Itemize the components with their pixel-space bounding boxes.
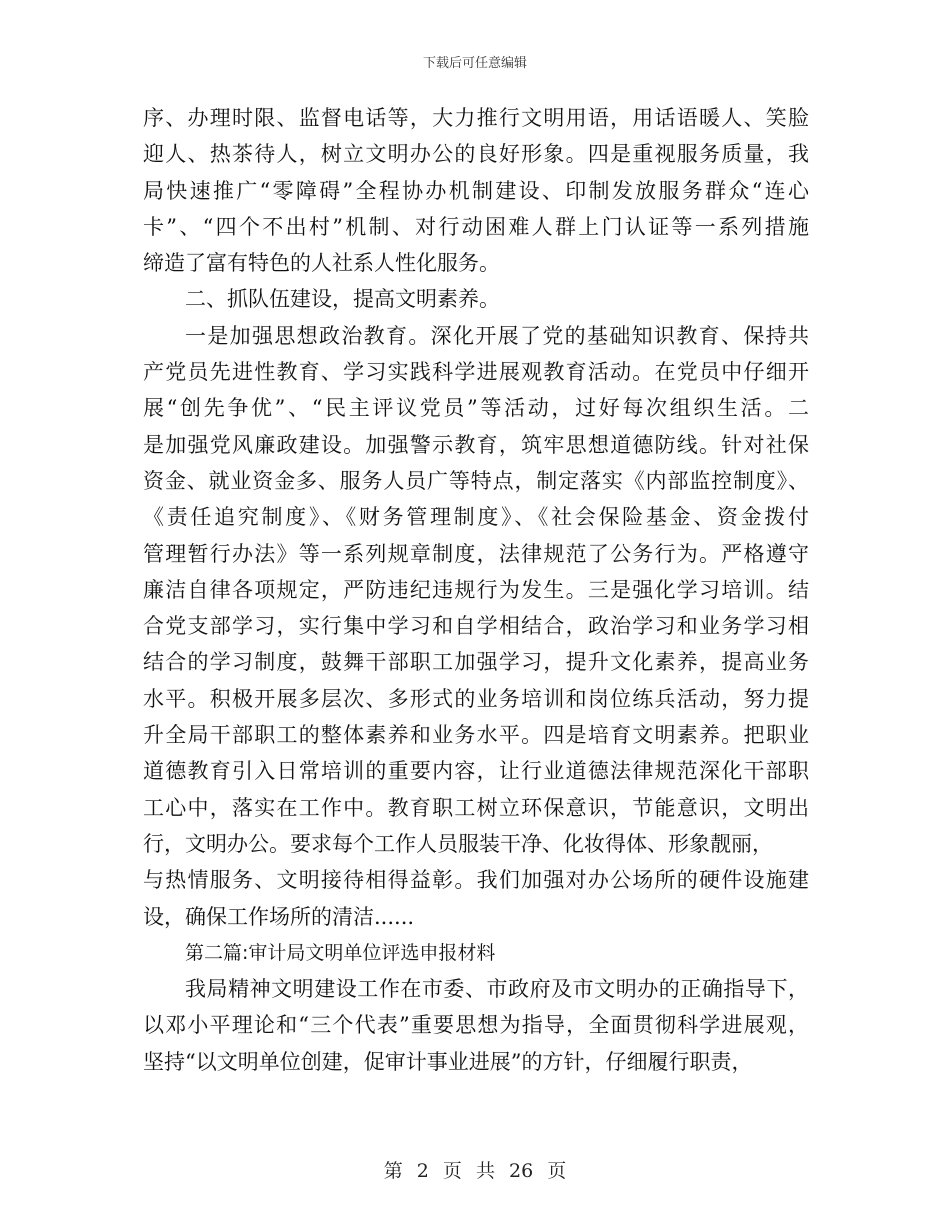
text-line: 展“创先争优”、“民主评议党员”等活动，过好每次组织生活。二 [143,396,809,421]
text-line: 序、办理时限、监督电话等，大力推行文明用语，用话语暖人、笑脸 [143,106,809,130]
text-line: 行，文明办公。要求每个工作人员服装干净、化妆得体、形象靓丽， [143,831,773,856]
text-line: 我局精神文明建设工作在市委、市政府及市文明办的正确指导下， [185,977,809,1002]
text-line: 管理暂行办法》等一系列规章制度，法律规范了公务行为。严格遵守 [143,541,809,566]
text-line: 道德教育引入日常培训的重要内容，让行业道德法律规范深化干部职 [143,759,809,784]
text-line: 缔造了富有特色的人社系人性化服务。 [143,251,500,276]
page-header: 下载后可任意编辑 [422,56,527,71]
text-line: 迎人、热茶待人，树立文明办公的良好形象。四是重视服务质量，我 [143,142,809,167]
text-line: 设，确保工作场所的清洁...... [143,904,415,929]
text-line: 工心中，落实在工作中。教育职工树立环保意识，节能意识，文明出 [143,795,809,820]
text-line: 二、抓队伍建设，提高文明素养。 [185,287,500,312]
text-line: 《责任追究制度》、《财务管理制度》、《社会保险基金、资金拨付 [143,505,809,530]
text-line: 升全局干部职工的整体素养和业务水平。四是培育文明素养。把职业 [143,723,809,748]
text-line: 资金、就业资金多、服务人员广等特点，制定落实《内部监控制度》、 [143,468,809,493]
text-line: 与热情服务、文明接待相得益彰。我们加强对办公场所的硬件设施建 [143,868,809,893]
document-body [143,100,809,1080]
text-line: 产党员先进性教育、学习实践科学进展观教育活动。在党员中仔细开 [143,360,809,385]
text-line: 一是加强思想政治教育。深化开展了党的基础知识教育、保持共 [185,323,809,348]
text-line: 廉洁自律各项规定，严防违纪违规行为发生。三是强化学习培训。结 [143,577,809,602]
text-line: 以邓小平理论和“三个代表”重要思想为指导，全面贯彻科学进展观， [143,1013,809,1038]
text-line: 局快速推广“零障碍”全程协办机制建设、印制发放服务群众“连心 [143,178,809,203]
text-line: 是加强党风廉政建设。加强警示教育，筑牢思想道德防线。针对社保 [143,432,809,457]
text-line: 坚持“以文明单位创建，促审计事业进展”的方针，仔细履行职责， [143,1049,753,1074]
text-line: 合党支部学习，实行集中学习和自学相结合，政治学习和业务学习相 [143,614,809,639]
page-footer: 第 2 页 共 26 页 [383,1160,567,1182]
text-line: 水平。积极开展多层次、多形式的业务培训和岗位练兵活动，努力提 [143,686,809,711]
text-line: 第二篇:审计局文明单位评选申报材料 [185,941,496,964]
text-line: 卡”、“四个不出村”机制、对行动困难人群上门认证等一系列措施 [143,214,809,239]
text-line: 结合的学习制度，鼓舞干部职工加强学习，提升文化素养，提高业务 [143,650,809,675]
